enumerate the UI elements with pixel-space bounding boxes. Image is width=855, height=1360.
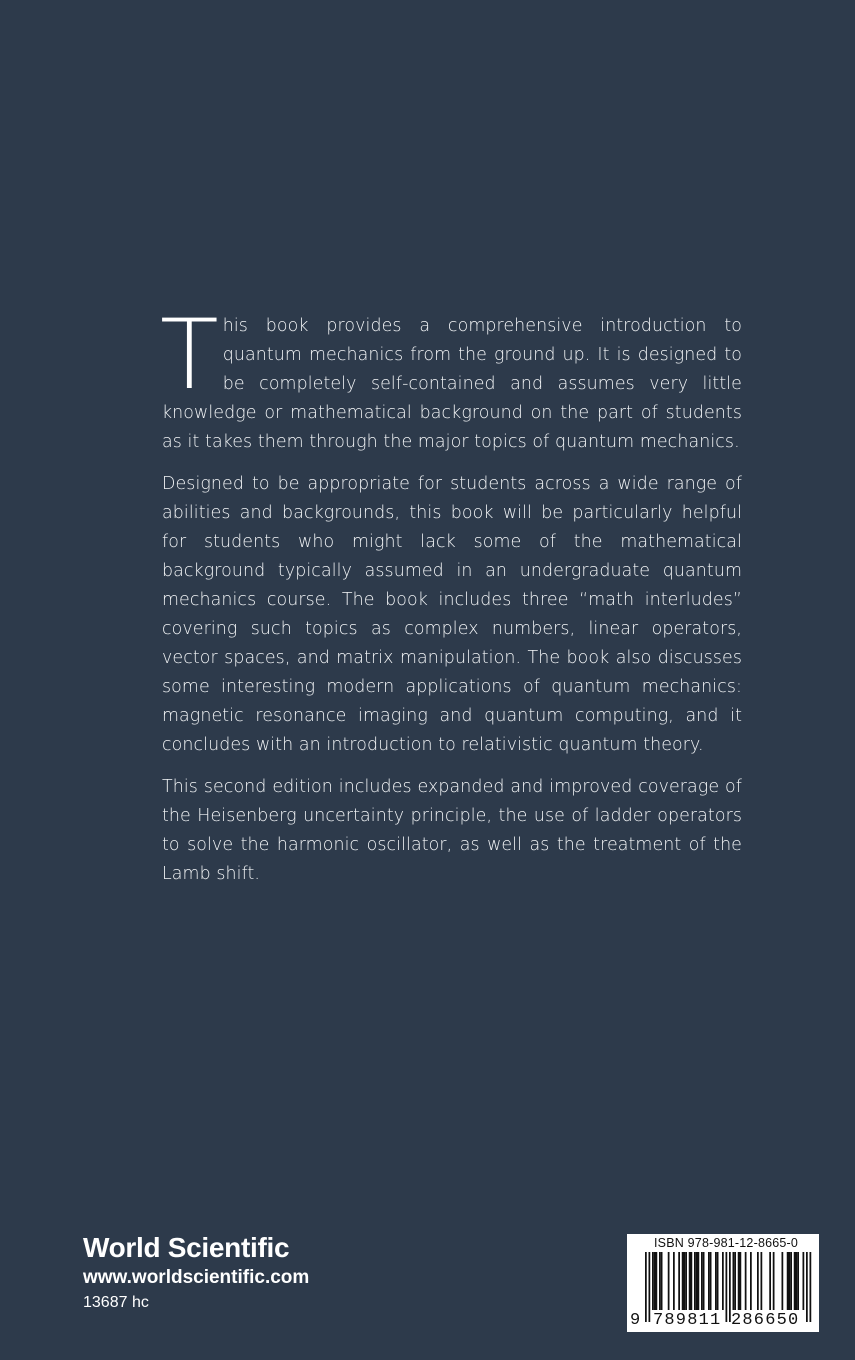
barcode-bar: [685, 1252, 687, 1310]
isbn-left-digits: 789811: [653, 1311, 722, 1330]
isbn-barcode: [627, 1234, 819, 1332]
barcode-bar: [745, 1252, 747, 1310]
barcode-bar: [803, 1252, 805, 1310]
barcode-bar: [710, 1252, 712, 1310]
publisher-url: www.worldscientific.com: [83, 1267, 310, 1288]
barcode-bar: [696, 1252, 698, 1310]
publisher-block: [83, 1232, 309, 1314]
back-cover-blurb: [160, 299, 742, 902]
isbn-right-digits: 286650: [731, 1311, 800, 1330]
barcode-bar: [790, 1252, 792, 1310]
barcode-bar: [691, 1252, 693, 1310]
barcode-bar: [698, 1252, 700, 1310]
barcode-bar: [684, 1252, 686, 1310]
barcode-bar: [673, 1252, 675, 1310]
barcode-bar: [787, 1252, 789, 1310]
blurb-paragraph-1: [160, 299, 742, 457]
barcode-bar: [682, 1252, 684, 1310]
barcode-bar: [678, 1252, 680, 1310]
barcode-bar: [652, 1252, 654, 1310]
barcode-bar: [726, 1252, 728, 1322]
barcode-bar: [806, 1252, 808, 1322]
barcode-bar: [656, 1252, 658, 1310]
barcode-bar: [797, 1252, 799, 1310]
barcode-bar: [773, 1252, 775, 1310]
isbn-lead-digit: 9: [630, 1311, 641, 1330]
product-code: 13687 hc: [83, 1294, 149, 1311]
isbn-label: ISBN 978-981-12-8665-0: [654, 1236, 799, 1250]
blurb-paragraph-2: Designed to be appropriate for students across a wide range of abilities and backgrounds, this book will be particularly helpful for students who might lack some of the mathematical background typically assumed in an undergraduate quantum mechanics course. The book includes three “math interludes” covering such topics as complex numbers, linear operators, vector spaces, and matrix manipulation. The book also discusses some interesting modern applications of quantum mechanics: magnetic resonance imaging and quantum computing, and it concludes with an introduction to relativistic quantum theory.: [162, 474, 742, 755]
barcode-bar: [782, 1252, 784, 1310]
barcode-bar: [740, 1252, 742, 1310]
barcode-bar: [661, 1252, 663, 1310]
barcode-bar: [722, 1252, 724, 1310]
barcode-bar: [733, 1252, 735, 1310]
barcode-bar: [769, 1252, 771, 1310]
blurb-paragraph-1-text: his book provides a comprehensive introduction to quantum mechanics from the ground up. It is designed to be completely self-contained and assumes very little knowledge or mathematical background on the part of students as it takes them through the major topics of quantum mechanics.: [162, 316, 742, 452]
barcode-bar: [701, 1252, 703, 1310]
barcode-bar: [649, 1252, 651, 1322]
barcode-bar: [645, 1252, 647, 1322]
barcode-bar: [694, 1252, 696, 1310]
barcode-bar: [796, 1252, 798, 1310]
barcode-bar: [734, 1252, 736, 1310]
barcode-bar: [750, 1252, 752, 1310]
blurb-paragraph-3: This second edition includes expanded and improved coverage of the Heisenberg uncertainty principle, the use of ladder operators to solve the harmonic oscillator, as well as the treatment of the Lamb shift.: [162, 777, 742, 884]
barcode-bar: [659, 1252, 661, 1310]
barcode-bar: [717, 1252, 719, 1310]
publisher-name: World Scientific: [83, 1232, 290, 1263]
barcode-bar: [789, 1252, 791, 1310]
barcode-bar: [654, 1252, 656, 1310]
barcode-bar: [794, 1252, 796, 1310]
barcode-bar: [668, 1252, 670, 1310]
barcode-bar: [810, 1252, 812, 1322]
barcode-bar: [738, 1252, 740, 1310]
drop-cap: T: [160, 299, 219, 411]
barcode-bar: [708, 1252, 710, 1310]
barcode-bar: [761, 1252, 763, 1310]
barcode-bar: [689, 1252, 691, 1310]
barcode-bar: [703, 1252, 705, 1310]
barcode-bar: [757, 1252, 759, 1310]
barcode-bar: [715, 1252, 717, 1310]
